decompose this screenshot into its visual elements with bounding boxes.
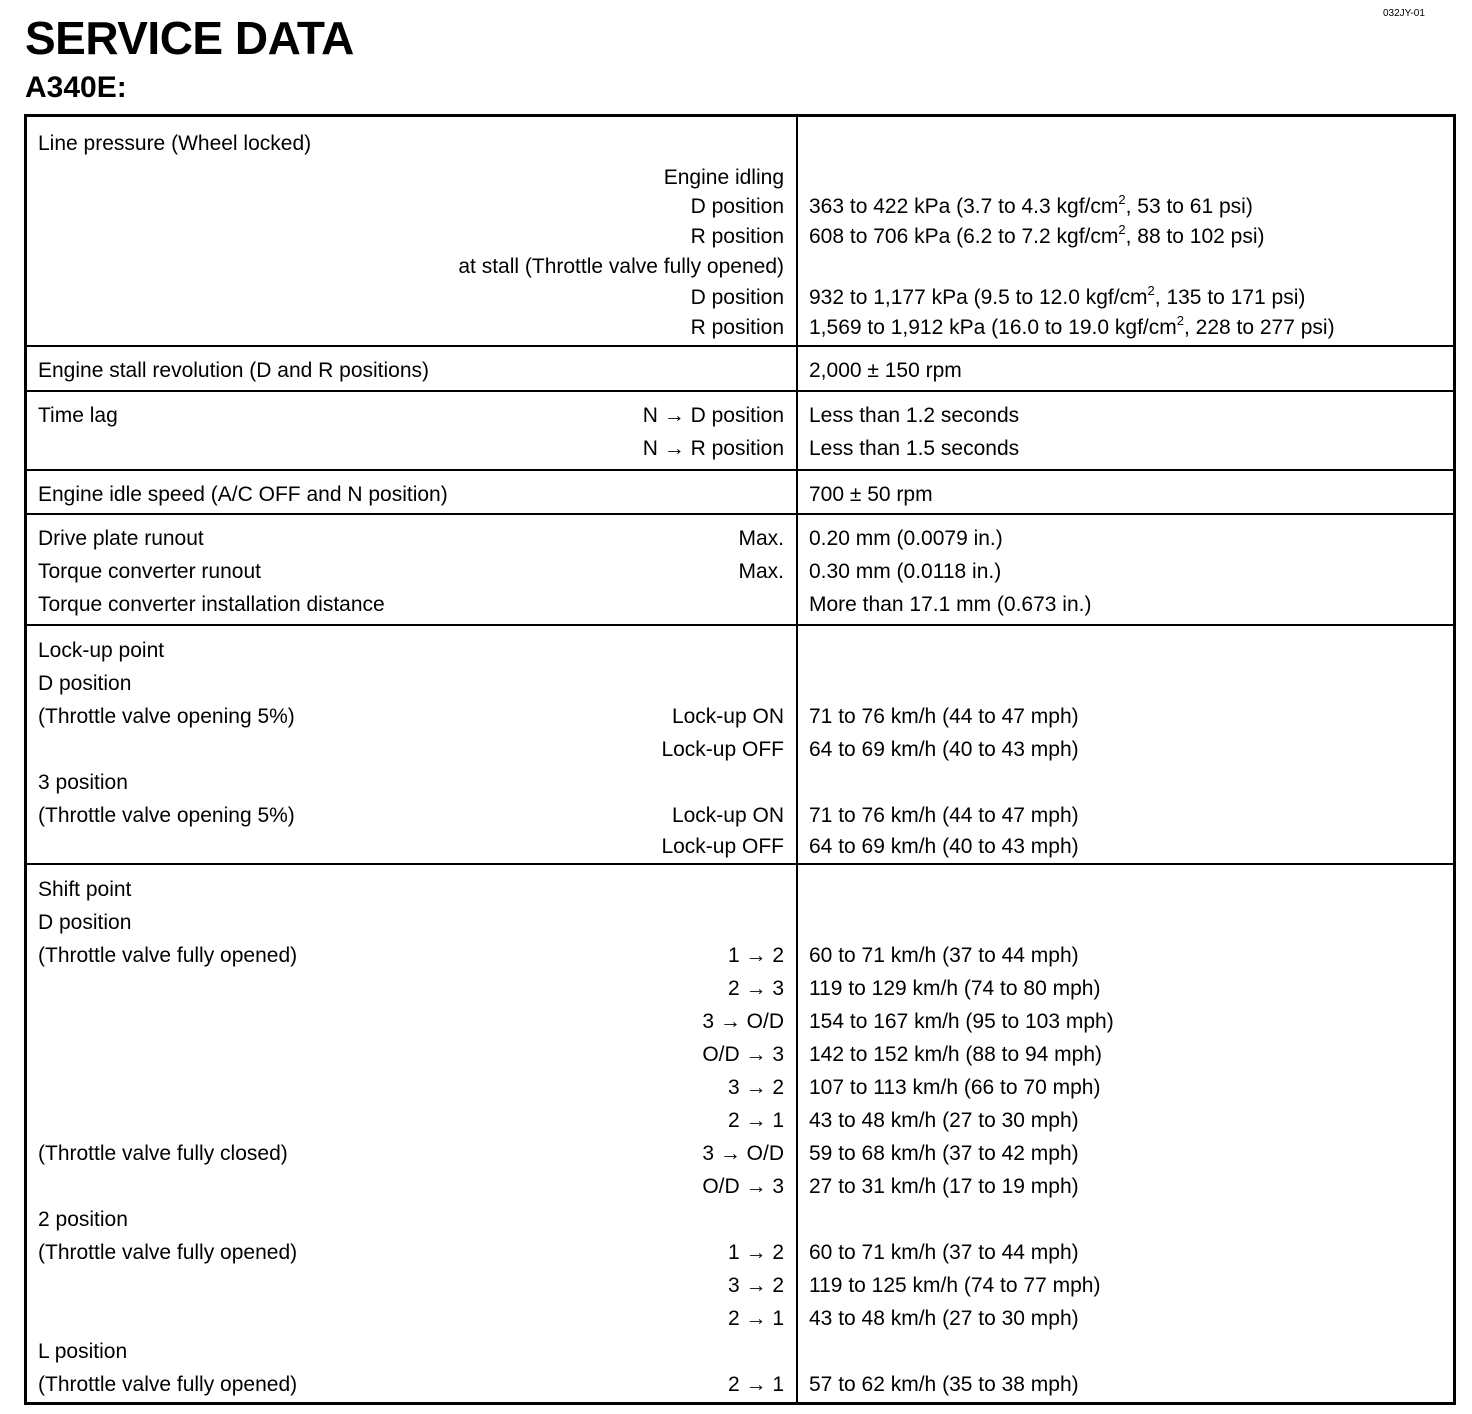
document-code: 032JY-01 — [1383, 8, 1425, 19]
table-row-line-pressure — [26, 116, 1455, 347]
shift-label: 3 → O/D — [702, 1142, 784, 1165]
time-lag-value-cell — [797, 391, 1455, 470]
shift-label: 1 → 2 — [727, 1241, 784, 1264]
shift-d-position-heading: D position — [38, 911, 132, 934]
stall-r-position-label: R position — [690, 316, 784, 339]
idle-speed-label-cell — [26, 470, 798, 514]
stall-d-pressure-value: 932 to 1,177 kPa (9.5 to 12.0 kgf/$cm^2$, 135 to 171 psi) — [809, 283, 1306, 309]
shift-label: 2 → 1 — [727, 1373, 784, 1396]
service-data-table — [24, 114, 1456, 1405]
table-row-shift-point — [26, 864, 1455, 1404]
shift-l-position-heading: L position — [38, 1340, 128, 1363]
stall-revolution-value: 2,000 ± 150 rpm — [809, 359, 962, 382]
page-title: SERVICE DATA — [25, 12, 354, 64]
shift-value: 119 to 125 km/h (74 to 77 mph) — [809, 1274, 1101, 1297]
idle-speed-value: 700 ± 50 rpm — [809, 483, 933, 506]
shift-value: 119 to 129 km/h (74 to 80 mph) — [809, 977, 1101, 1000]
shift-label: O/D → 3 — [702, 1043, 784, 1066]
lockup-d-off-value: 64 to 69 km/h (40 to 43 mph) — [809, 738, 1079, 761]
shift-value: 43 to 48 km/h (27 to 30 mph) — [809, 1109, 1079, 1132]
lockup-d-throttle-label: (Throttle valve opening 5%) — [38, 705, 295, 728]
shift-l-open-label: (Throttle valve fully opened) — [38, 1373, 298, 1396]
shift-value: 60 to 71 km/h (37 to 44 mph) — [809, 1241, 1079, 1264]
runout-label-cell — [26, 514, 798, 625]
shift-label-cell — [26, 864, 798, 1404]
lockup-3-position-heading: 3 position — [38, 771, 128, 794]
lockup-d-off-label: Lock-up OFF — [661, 738, 784, 761]
shift-d-closed-label: (Throttle valve fully closed) — [38, 1142, 288, 1165]
lockup-heading: Lock-up point — [38, 639, 165, 662]
line-pressure-label-cell — [26, 116, 798, 347]
torque-converter-max-label: Max. — [738, 560, 784, 583]
n-to-d-label: N → D position — [642, 404, 784, 427]
idle-r-position-label: R position — [690, 225, 784, 248]
page-subtitle: A340E: — [25, 71, 127, 104]
idle-r-pressure-value: 608 to 706 kPa (6.2 to 7.2 kgf/$cm^2$, 88 to 102 psi) — [809, 222, 1265, 248]
time-lag-label: Time lag — [38, 404, 118, 427]
idle-speed-value-cell — [797, 470, 1455, 514]
table-row-runout — [26, 514, 1455, 625]
shift-value: 142 to 152 km/h (88 to 94 mph) — [809, 1043, 1103, 1066]
shift-value: 57 to 62 km/h (35 to 38 mph) — [809, 1373, 1079, 1396]
shift-value: 154 to 167 km/h (95 to 103 mph) — [809, 1010, 1114, 1033]
shift-2-position-heading: 2 position — [38, 1208, 128, 1231]
idle-d-pressure-value: 363 to 422 kPa (3.7 to 4.3 kgf/$cm^2$, 53 to 61 psi) — [809, 192, 1253, 218]
line-pressure-value-cell — [797, 116, 1455, 347]
stall-revolution-label-cell — [26, 346, 798, 391]
stall-r-pressure-value: 1,569 to 1,912 kPa (16.0 to 19.0 kgf/$cm^2$, 228 to 277 psi) — [809, 313, 1335, 339]
shift-value: 59 to 68 km/h (37 to 42 mph) — [809, 1142, 1079, 1165]
installation-distance-value: More than 17.1 mm (0.673 in.) — [809, 593, 1092, 616]
time-lag-label-cell — [26, 391, 798, 470]
lockup-d-on-value: 71 to 76 km/h (44 to 47 mph) — [809, 705, 1079, 728]
lockup-3-throttle-label: (Throttle valve opening 5%) — [38, 804, 295, 827]
table-row-stall-revolution — [26, 346, 1455, 391]
table-row-idle-speed — [26, 470, 1455, 514]
runout-value-cell — [797, 514, 1455, 625]
stall-revolution-label: Engine stall revolution (D and R positions) — [38, 359, 430, 382]
stall-d-position-label: D position — [690, 286, 784, 309]
shift-label: 2 → 1 — [727, 1109, 784, 1132]
lockup-3-off-value: 64 to 69 km/h (40 to 43 mph) — [809, 835, 1079, 858]
stall-revolution-value-cell — [797, 346, 1455, 391]
shift-label: 3 → 2 — [727, 1076, 784, 1099]
idle-speed-label: Engine idle speed (A/C OFF and N position) — [38, 483, 448, 506]
shift-label: 2 → 1 — [727, 1307, 784, 1330]
shift-label: 2 → 3 — [727, 977, 784, 1000]
lockup-d-on-label: Lock-up ON — [671, 705, 784, 728]
n-to-r-value: Less than 1.5 seconds — [809, 437, 1020, 460]
lockup-d-position-heading: D position — [38, 672, 132, 695]
drive-plate-runout-label: Drive plate runout — [38, 527, 204, 550]
n-to-d-value: Less than 1.2 seconds — [809, 404, 1020, 427]
shift-label: 3 → 2 — [727, 1274, 784, 1297]
engine-idling-label: Engine idling — [663, 166, 784, 189]
lockup-3-on-value: 71 to 76 km/h (44 to 47 mph) — [809, 804, 1079, 827]
shift-label: 3 → O/D — [702, 1010, 784, 1033]
n-to-r-label: N → R position — [642, 437, 784, 460]
drive-plate-runout-value: 0.20 mm (0.0079 in.) — [809, 527, 1003, 550]
shift-label: O/D → 3 — [702, 1175, 784, 1198]
shift-d-open-label: (Throttle valve fully opened) — [38, 944, 298, 967]
shift-value: 43 to 48 km/h (27 to 30 mph) — [809, 1307, 1079, 1330]
shift-label: 1 → 2 — [727, 944, 784, 967]
table-row-time-lag — [26, 391, 1455, 470]
table-row-lockup-point — [26, 625, 1455, 864]
idle-d-position-label: D position — [690, 195, 784, 218]
torque-converter-runout-value: 0.30 mm (0.0118 in.) — [809, 560, 1002, 583]
shift-heading: Shift point — [38, 878, 132, 901]
torque-converter-runout-label: Torque converter runout — [38, 560, 261, 583]
installation-distance-label: Torque converter installation distance — [38, 593, 385, 616]
shift-value-cell — [797, 864, 1455, 1404]
drive-plate-max-label: Max. — [738, 527, 784, 550]
lockup-label-cell — [26, 625, 798, 864]
at-stall-label: at stall (Throttle valve fully opened) — [458, 255, 784, 278]
shift-value: 27 to 31 km/h (17 to 19 mph) — [809, 1175, 1079, 1198]
lockup-value-cell — [797, 625, 1455, 864]
shift-value: 107 to 113 km/h (66 to 70 mph) — [809, 1076, 1101, 1099]
line-pressure-heading: Line pressure (Wheel locked) — [38, 132, 312, 155]
shift-value: 60 to 71 km/h (37 to 44 mph) — [809, 944, 1079, 967]
lockup-3-on-label: Lock-up ON — [671, 804, 784, 827]
lockup-3-off-label: Lock-up OFF — [661, 835, 784, 858]
shift-2-open-label: (Throttle valve fully opened) — [38, 1241, 298, 1264]
